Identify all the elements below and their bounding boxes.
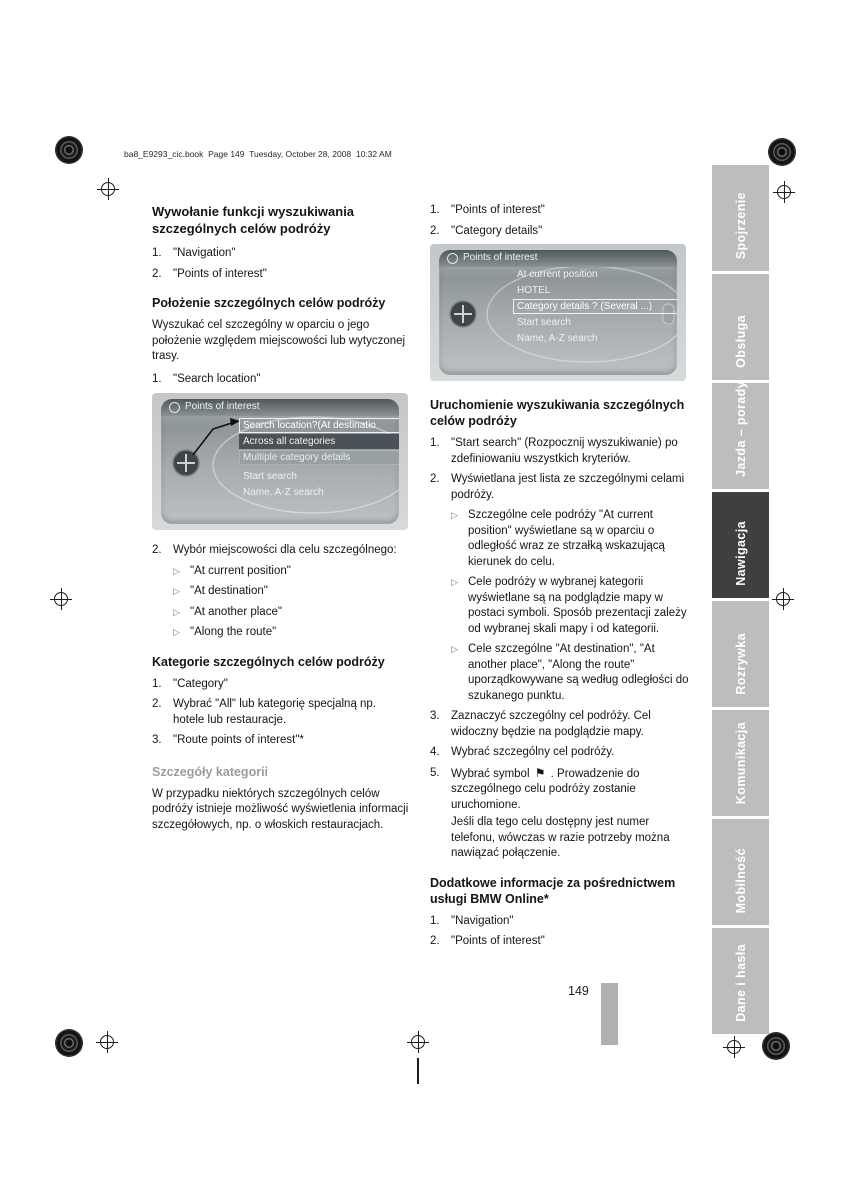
sub-list-item xyxy=(173,564,410,580)
menu-item: Start search xyxy=(243,471,297,482)
menu-item: HOTEL xyxy=(517,285,551,296)
list-item xyxy=(152,543,410,559)
idrive-screen xyxy=(161,399,399,524)
registration-disc-icon xyxy=(769,139,795,165)
registration-crosshair-icon xyxy=(50,588,72,610)
list-item xyxy=(430,203,692,219)
menu-item: Across all categories xyxy=(239,434,399,449)
triangle-bullet-icon: ▷ xyxy=(173,586,180,596)
list-number: 2. xyxy=(430,935,440,947)
list-text: "Category" xyxy=(173,677,228,690)
list-item xyxy=(152,733,410,749)
list-number: 1. xyxy=(430,914,440,927)
sub-list-item xyxy=(451,508,692,570)
list-text: Wybór miejscowości dla celu szczególnego: xyxy=(173,544,397,556)
sub-list-item xyxy=(451,642,692,704)
step-text-extra: Jeśli dla tego celu dostępny jest numer telefonu, wówczas w razie potrzeby można nawiązać połączenie. xyxy=(451,816,670,859)
registration-crosshair-icon xyxy=(723,1036,745,1058)
tab-label: Nawigacja xyxy=(733,521,748,586)
tab-label: Komunikacja xyxy=(733,721,748,804)
list-number: 2. xyxy=(152,267,162,280)
list-item xyxy=(430,224,692,240)
section-heading: Dodatkowe informacje za pośrednictwem usługi BMW Online* xyxy=(430,875,676,906)
list-item xyxy=(152,267,410,283)
registration-crosshair-icon xyxy=(97,178,119,200)
screen-header xyxy=(161,399,399,416)
list-text: "Points of interest" xyxy=(173,267,267,280)
screen-title: Points of interest xyxy=(185,401,260,413)
sub-list-text: "At another place" xyxy=(190,605,282,618)
paragraph: W przypadku niektórych szczególnych celów podróży istnieje możliwość wyświetlenia informacji szczegółowych, np. o włoskich restauracjach. xyxy=(152,787,409,831)
idrive-screen xyxy=(439,250,677,375)
list-text: "Points of interest" xyxy=(451,204,545,216)
sub-list-item xyxy=(173,584,410,600)
triangle-bullet-icon: ▷ xyxy=(451,644,458,654)
registration-crosshair-icon xyxy=(407,1031,429,1053)
section-heading: Kategorie szczególnych celów podróży xyxy=(152,654,385,669)
registration-crosshair-icon xyxy=(772,588,794,610)
tab-label: Dane i hasła xyxy=(733,944,748,1022)
page-number: 149 xyxy=(568,984,589,998)
menu-item: Name, A-Z search xyxy=(517,333,598,344)
sidebar-tab-jazda-porady xyxy=(712,383,769,489)
sub-list-text: "At destination" xyxy=(190,585,268,597)
list-item xyxy=(152,246,410,262)
triangle-bullet-icon: ▷ xyxy=(451,510,458,520)
list-item xyxy=(152,372,410,388)
print-header-line: ba8_E9293_cic.book Page 149 Tuesday, October 28, 2008 10:32 AM xyxy=(124,149,392,159)
list-item xyxy=(430,766,692,862)
menu-item-selected: Category details ? (Several ...) xyxy=(513,299,677,314)
list-item xyxy=(430,709,692,740)
idrive-screenshot-search-location xyxy=(152,393,408,530)
list-item xyxy=(430,436,692,467)
list-item xyxy=(152,697,410,728)
subsection-heading: Szczegóły kategorii xyxy=(152,764,269,779)
registration-disc-icon xyxy=(56,137,82,163)
sub-list-text: Cele szczególne "At destination", "At another place", "Along the route" uporządkowywane są według odległości do szukanego punktu. xyxy=(468,643,689,702)
list-number: 2. xyxy=(152,698,162,710)
list-number: 1. xyxy=(430,204,440,216)
triangle-bullet-icon: ▷ xyxy=(173,565,180,576)
list-text: "Start search" (Rozpocznij wyszukiwanie) po zdefiniowaniu wszystkich kryteriów. xyxy=(451,437,678,465)
paragraph: Wyszukać cel szczególny w oparciu o jego położenie względem miejscowości lub wytyczonej trasy. xyxy=(152,319,406,362)
guidance-flag-icon: ⚑ xyxy=(534,765,546,780)
sub-list-text: "Along the route" xyxy=(190,626,277,638)
sub-list-text: Cele podróży w wybranej kategorii wyświetlane są na podglądzie mapy w postaci symboli. Sposób prezentacji zależy od wybranej skali mapy i od kategorii. xyxy=(468,576,687,635)
screen-menu xyxy=(239,418,399,501)
list-text: "Category details" xyxy=(451,224,543,237)
list-number: 2. xyxy=(152,544,162,556)
list-item xyxy=(430,934,692,950)
sidebar-tab-komunikacja xyxy=(712,710,769,816)
tab-label: Rozrywka xyxy=(733,633,748,695)
section-heading: Wywołanie funkcji wyszukiwania szczególnych celów podróży xyxy=(152,204,355,236)
screen-header xyxy=(439,250,677,267)
menu-item: At current position xyxy=(517,269,598,280)
poi-icon xyxy=(447,253,458,264)
list-number: 2. xyxy=(430,473,440,485)
sidebar-tab-obsluga xyxy=(712,274,769,380)
registration-disc-icon xyxy=(56,1030,82,1056)
list-text: "Navigation" xyxy=(451,914,514,927)
list-number: 4. xyxy=(430,746,440,758)
step-text-post: . Prowadzenie do szczególnego celu podróży zostanie uruchomione. xyxy=(451,767,640,811)
list-text: "Points of interest" xyxy=(451,935,545,947)
menu-item: Start search xyxy=(517,317,571,328)
list-text: "Navigation" xyxy=(173,247,236,259)
thumb-index-mark xyxy=(601,983,618,1045)
menu-item: Multiple category details xyxy=(239,450,399,465)
crop-mark xyxy=(417,1058,419,1084)
list-number: 1. xyxy=(430,437,440,449)
poi-icon xyxy=(169,402,180,413)
list-text: Zaznaczyć szczególny cel podróży. Cel widoczny będzie na podglądzie mapy. xyxy=(451,710,651,738)
triangle-bullet-icon: ▷ xyxy=(451,577,458,587)
list-text: "Route points of interest"* xyxy=(173,734,304,746)
list-text: Wyświetlana jest lista ze szczególnymi celami podróży. xyxy=(451,473,685,501)
menu-item: Name, A-Z search xyxy=(243,487,324,498)
sidebar-tab-rozrywka xyxy=(712,601,769,707)
sub-list-item xyxy=(451,575,692,637)
list-item xyxy=(430,914,692,930)
sidebar-tab-spojrzenie xyxy=(712,165,769,271)
list-item xyxy=(430,472,692,503)
sub-list-text: Szczególne cele podróży "At current position" wyświetlane są w oparciu o odległość wraz ze strzałką wskazującą kierunek do celu. xyxy=(468,509,665,568)
tab-label: Spojrzenie xyxy=(733,191,748,259)
list-number: 1. xyxy=(152,677,162,690)
tab-label: Obsługa xyxy=(733,315,748,368)
list-text: Wybrać "All" lub kategorię specjalną np. hotele lub restauracje. xyxy=(173,698,377,726)
list-number: 1. xyxy=(152,247,162,259)
list-number: 1. xyxy=(152,372,162,385)
triangle-bullet-icon: ▷ xyxy=(173,606,180,617)
list-text: Wybrać szczególny cel podróży. xyxy=(451,746,615,758)
list-number: 3. xyxy=(152,734,162,746)
list-item xyxy=(430,745,692,761)
sub-list-item xyxy=(173,605,410,621)
sub-list-item xyxy=(173,625,410,641)
sub-list-text: "At current position" xyxy=(190,564,291,577)
left-column xyxy=(152,203,410,840)
step-text-pre: Wybrać symbol xyxy=(451,767,530,780)
list-number: 5. xyxy=(430,766,440,779)
menu-item-selected: Search location?(At destinatio xyxy=(239,418,399,433)
list-text xyxy=(451,766,692,862)
list-text: "Search location" xyxy=(173,372,261,385)
sidebar-tab-mobilnosc xyxy=(712,819,769,925)
tab-label: Jazda – porady xyxy=(733,381,748,477)
triangle-bullet-icon: ▷ xyxy=(173,627,180,637)
tab-label: Mobilność xyxy=(733,847,748,913)
right-column xyxy=(430,203,692,955)
registration-crosshair-icon xyxy=(773,181,795,203)
idrive-screenshot-category-details xyxy=(430,244,686,381)
section-heading: Uruchomienie wyszukiwania szczególnych celów podróży xyxy=(430,398,685,428)
sidebar-tab-dane-i-hasla xyxy=(712,928,769,1034)
registration-crosshair-icon xyxy=(96,1031,118,1053)
list-item xyxy=(152,677,410,693)
section-heading: Położenie szczególnych celów podróży xyxy=(152,296,386,310)
screen-menu xyxy=(513,267,677,347)
list-number: 3. xyxy=(430,710,440,722)
registration-disc-icon xyxy=(763,1033,789,1059)
list-number: 2. xyxy=(430,224,440,237)
screen-title: Points of interest xyxy=(463,252,538,264)
sidebar-tab-nawigacja-active xyxy=(712,492,769,598)
